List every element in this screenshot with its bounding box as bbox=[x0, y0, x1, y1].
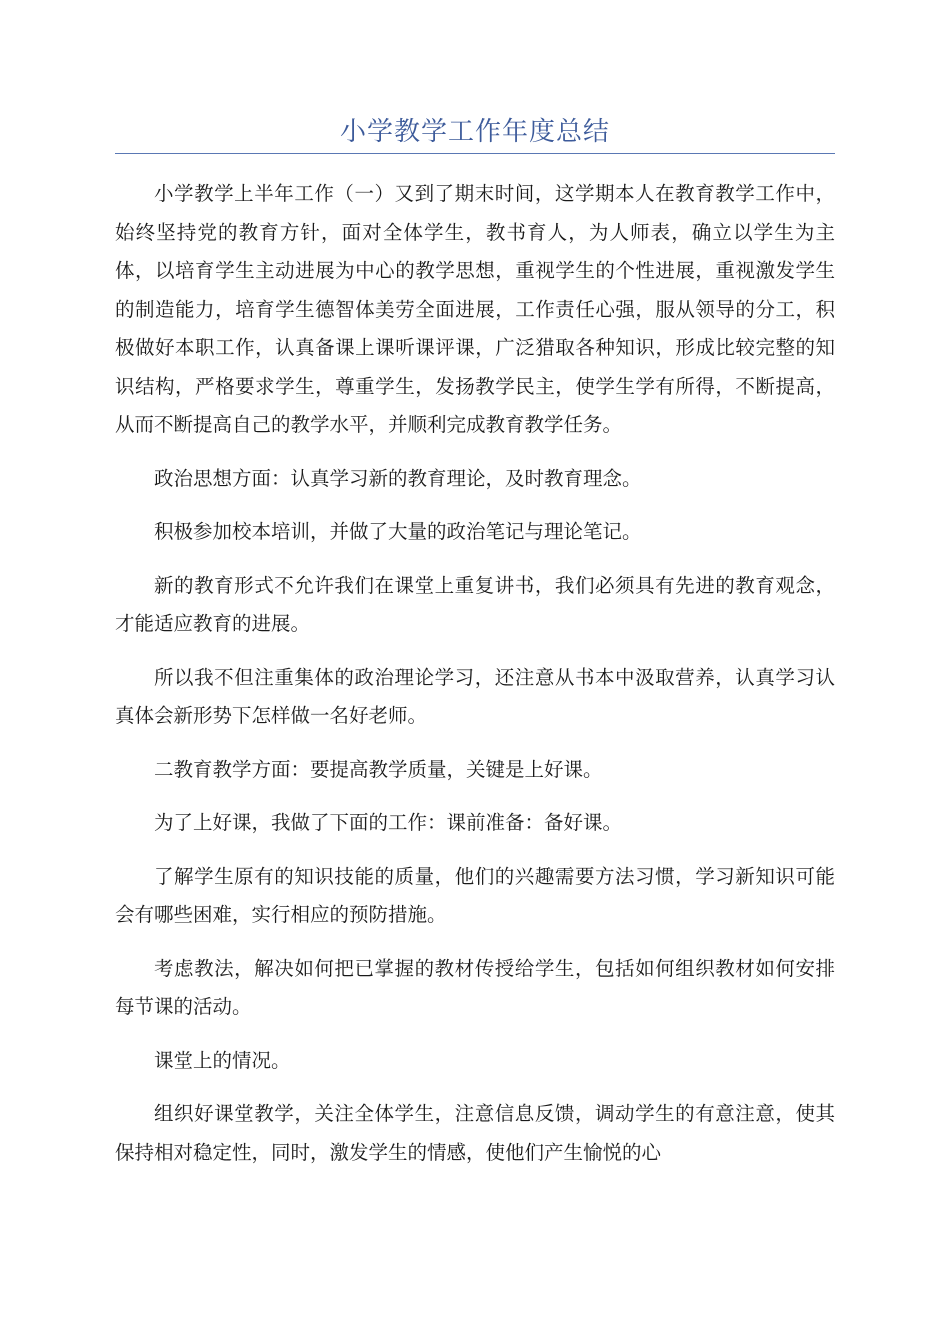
paragraph-prepare: 为了上好课，我做了下面的工作：课前准备：备好课。 bbox=[154, 811, 623, 834]
document-body bbox=[115, 175, 835, 1187]
paragraph-intro: 小学教学上半年工作（一）又到了期末时间，这学期本人在教育教学工作中，始终坚持党的教育方针，面对全体学生，教书育人，为人师表，确立以学生为主体，以培育学生主动进展为中心的教学思想，重视学生的个性进展，重视激发学生的制造能力，培育学生德智体美劳全面进展，工作责任心强，服从领导的分工，积极做好本职工作，认真备课上课听课评课，广泛猎取各种知识，形成比较完整的知识结构，严格要求学生，尊重学生，发扬教学民主，使学生学有所得，不断提高，从而不断提高自己的教学水平，并顺利完成教育教学任务。 bbox=[115, 182, 835, 436]
paragraph-political: 政治思想方面：认真学习新的教育理论，及时教育理念。 bbox=[154, 466, 642, 490]
paragraph-new-form: 新的教育形式不允许我们在课堂上重复讲书，我们必须具有先进的教育观念，才能适应教育的进展。 bbox=[115, 573, 835, 635]
title-underline bbox=[115, 153, 835, 154]
paragraph-organize: 组织好课堂教学，关注全体学生，注意信息反馈，调动学生的有意注意，使其保持相对稳定性，同时，激发学生的情感，使他们产生愉悦的心 bbox=[115, 1102, 835, 1164]
paragraph-classroom: 课堂上的情况。 bbox=[154, 1048, 291, 1072]
paragraph-understand-students: 了解学生原有的知识技能的质量，他们的兴趣需要方法习惯，学习新知识可能会有哪些困难，实行相应的预防措施。 bbox=[115, 864, 835, 926]
paragraph-methods: 考虑教法，解决如何把已掌握的教材传授给学生，包括如何组织教材如何安排每节课的活动。 bbox=[115, 956, 835, 1018]
paragraph-study: 所以我不但注重集体的政治理论学习，还注意从书本中汲取营养，认真学习认真体会新形势下怎样做一名好老师。 bbox=[115, 665, 835, 727]
paragraph-training: 积极参加校本培训，并做了大量的政治笔记与理论笔记。 bbox=[154, 520, 642, 543]
paragraph-teaching: 二教育教学方面：要提高教学质量，关键是上好课。 bbox=[154, 757, 603, 781]
document-title: 小学教学工作年度总结 bbox=[339, 117, 610, 147]
